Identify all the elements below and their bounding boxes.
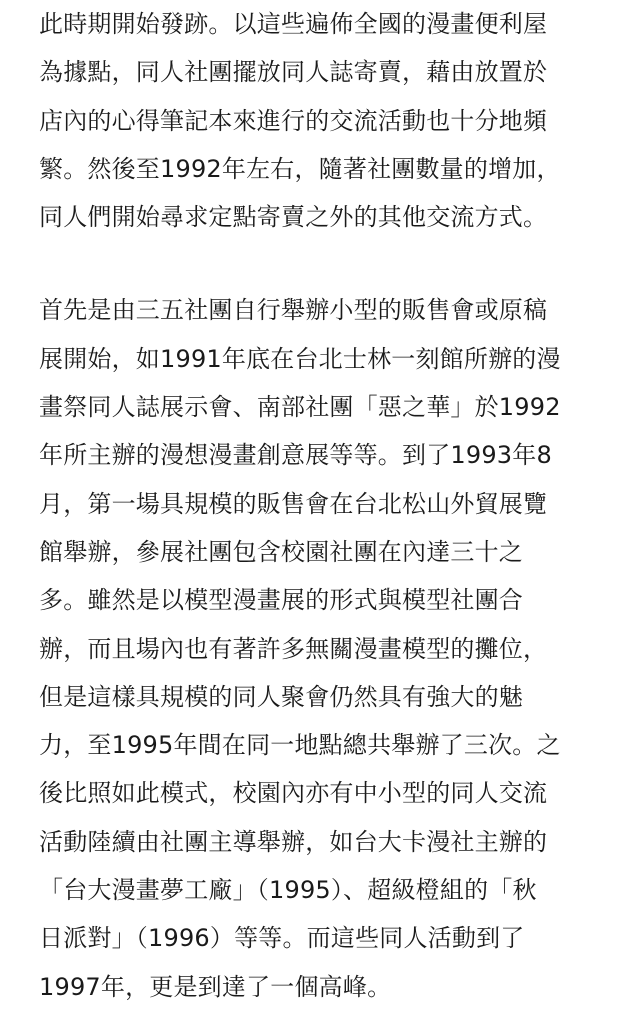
paragraph-spacer bbox=[39, 241, 599, 286]
text-line: 館舉辦，參展社團包含校園社團在內達三十之 bbox=[39, 537, 523, 566]
text-line: 繁。然後至1992年左右，隨著社團數量的增加， bbox=[39, 154, 561, 183]
text-line: 力，至1995年間在同一地點總共舉辦了三次。之 bbox=[39, 731, 561, 760]
text-line: 月，第一場具規模的販售會在台北松山外貿展覽 bbox=[39, 489, 548, 518]
article-body bbox=[39, 0, 599, 1011]
text-line: 日派對」（1996）等等。而這些同人活動到了 bbox=[39, 924, 525, 953]
paragraph-1 bbox=[39, 0, 599, 241]
text-line: 店內的心得筆記本來進行的交流活動也十分地頻 bbox=[39, 106, 548, 135]
text-line: 多。雖然是以模型漫畫展的形式與模型社團合 bbox=[39, 586, 523, 615]
text-line: 此時期開始發跡。以這些遍佈全國的漫畫便利屋 bbox=[39, 10, 548, 38]
text-line: 後比照如此模式，校園內亦有中小型的同人交流 bbox=[39, 779, 548, 808]
text-line: 首先是由三五社團自行舉辦小型的販售會或原稿 bbox=[39, 296, 548, 325]
text-line: 同人們開始尋求定點寄賣之外的其他交流方式。 bbox=[39, 203, 548, 232]
text-line: 但是這樣具規模的同人聚會仍然具有強大的魅 bbox=[39, 682, 523, 711]
text-line: 畫祭同人誌展示會、南部社團「惡之華」於1992 bbox=[39, 393, 561, 422]
text-line: 1997年，更是到達了一個高峰。 bbox=[39, 972, 392, 1001]
text-line: 辦，而且場內也有著許多無關漫畫模型的攤位， bbox=[39, 634, 548, 663]
text-line: 展開始，如1991年底在台北士林一刻館所辦的漫 bbox=[39, 344, 561, 373]
text-line: 為據點，同人社團擺放同人誌寄賣，藉由放置於 bbox=[39, 58, 548, 87]
paragraph-2 bbox=[39, 286, 599, 1010]
text-line: 年所主辦的漫想漫畫創意展等等。到了1993年8 bbox=[39, 441, 552, 470]
text-line: 活動陸續由社團主導舉辦，如台大卡漫社主辦的 bbox=[39, 827, 548, 856]
text-line: 「台大漫畫夢工廠」（1995）、超級橙組的「秋 bbox=[39, 876, 537, 905]
